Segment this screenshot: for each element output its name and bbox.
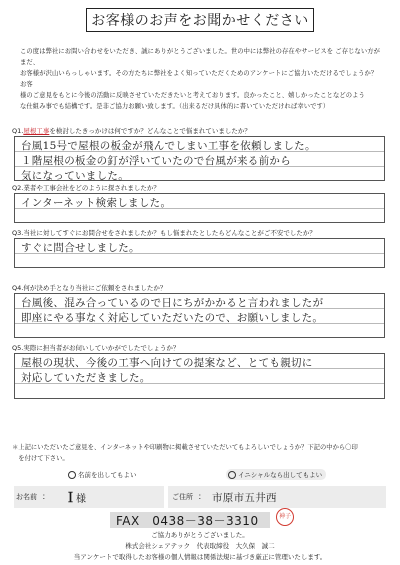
option-initials[interactable] xyxy=(226,469,326,480)
thanks-text: ご協力ありがとうございました。 xyxy=(151,531,249,539)
question-prefix: Q1. xyxy=(12,127,24,135)
option-label: イニシャルなら出してもよい xyxy=(238,471,323,479)
handwritten-line: 台風15号で屋根の板金が飛んでしまい工事を依頼しました。 xyxy=(21,140,316,152)
intro-line: この度は弊社にお問い合わせをいただき、誠にありがとうございました。世の中には弊社の存在やサービスを ご存じない方がまだ、 xyxy=(20,48,381,66)
handwritten-line: 即座にやる事なく対応していただいたので、お願いしました。 xyxy=(21,312,324,324)
consent-text xyxy=(12,442,358,464)
answer-box-3[interactable] xyxy=(14,238,385,268)
intro-text xyxy=(20,46,382,112)
address-label: ご住所 xyxy=(172,493,193,501)
question-text: 当社に対してすぐにお問合せをされましたか？もし悩まれたとしたらどんなことがご不安でしたか？ xyxy=(23,229,316,237)
name-value: Ｉ xyxy=(64,491,78,506)
option-label: 名前を出してもよい xyxy=(78,471,137,479)
intro-line: お客様が沢山いらっしゃいます。その方たちに弊社をよく知っていただくためのアンケートにご協力いただけるでしょうか？ お客 xyxy=(20,70,378,88)
consent-line: ＊上記にいただいたご意見を、インターネットや印刷物に掲載させていただいてもよろしいでしょうか？下記の中から〇印 xyxy=(12,444,358,451)
answer-box-2[interactable] xyxy=(14,193,385,223)
intro-line: な仕組み事でも結構です。是非ご協力お願い致します。（出来るだけ具体的に書いていただければ幸いです） xyxy=(20,103,330,110)
question-text: 何が決め手となり当社にご依頼をされましたか？ xyxy=(23,284,167,292)
name-label: お名前 xyxy=(16,493,37,501)
radio-circle-icon[interactable] xyxy=(228,471,236,479)
option-named[interactable] xyxy=(68,470,137,479)
handwritten-line: １階屋根の板金の釘が浮いていたので台風が来る前から xyxy=(21,155,291,167)
question-3 xyxy=(12,228,316,237)
question-4 xyxy=(12,283,166,292)
handwritten-line: 対応していただきました。 xyxy=(21,372,151,384)
answer-box-4[interactable] xyxy=(14,293,385,338)
question-2 xyxy=(12,183,160,192)
handwritten-line: 台風後、混み合っているので日にちがかかると言われましたが xyxy=(21,297,324,309)
company-name: 株式会社シェアテック 代表取締役 大久保 誠二 xyxy=(125,542,275,550)
fax-number: FAX 0438－38－3310 xyxy=(116,514,259,528)
intro-line: 様のご意見をもとに今後の活動に反映させていただきたいと考えております。良かったこと、嬉しかったことなどのよう xyxy=(20,92,365,99)
name-suffix: 様 xyxy=(76,494,86,505)
answer-box-5[interactable] xyxy=(14,353,385,399)
radio-circle-icon[interactable] xyxy=(68,471,76,479)
answer-box-1[interactable] xyxy=(14,136,385,181)
question-prefix: Q2. xyxy=(12,184,24,192)
consent-line: を付けて下さい。 xyxy=(12,455,69,462)
question-highlight: 屋根工事 xyxy=(23,127,50,135)
handwritten-line: すぐに問合せしました。 xyxy=(21,242,140,254)
handwritten-line: 気になっていました。 xyxy=(21,170,129,182)
question-prefix: Q3. xyxy=(12,229,24,237)
question-text: 業者や工事会社をどのように探されましたか？ xyxy=(23,184,160,192)
handwritten-line: インターネット検索しました。 xyxy=(21,197,172,209)
company-stamp xyxy=(276,508,294,526)
question-5 xyxy=(12,343,179,352)
question-1 xyxy=(12,126,251,135)
question-prefix: Q4. xyxy=(12,284,24,292)
page-title: お客様のお声をお聞かせください xyxy=(86,8,314,32)
stamp-text: 神子 xyxy=(278,513,291,520)
handwritten-line: 屋根の現状、今後の工事へ向けての提案など、とても親切に xyxy=(21,357,313,369)
address-value: 市原市五井西 xyxy=(212,492,277,504)
privacy-notice: 当アンケートで取得したお客様の個人情報は関係法規に基づき厳正に管理いたします。 xyxy=(73,553,327,561)
question-text: を検討したきっかけは何ですか？どんなことで悩まれていましたか？ xyxy=(49,127,251,135)
address-field[interactable]: ご住所 ： 市原市五井西 xyxy=(168,486,386,508)
question-text: 実際に担当者がお伺いしていかがでしたでしょうか？ xyxy=(23,344,180,352)
question-prefix: Q5. xyxy=(12,344,24,352)
name-field[interactable]: お名前 ： Ｉ 様 xyxy=(14,486,164,508)
